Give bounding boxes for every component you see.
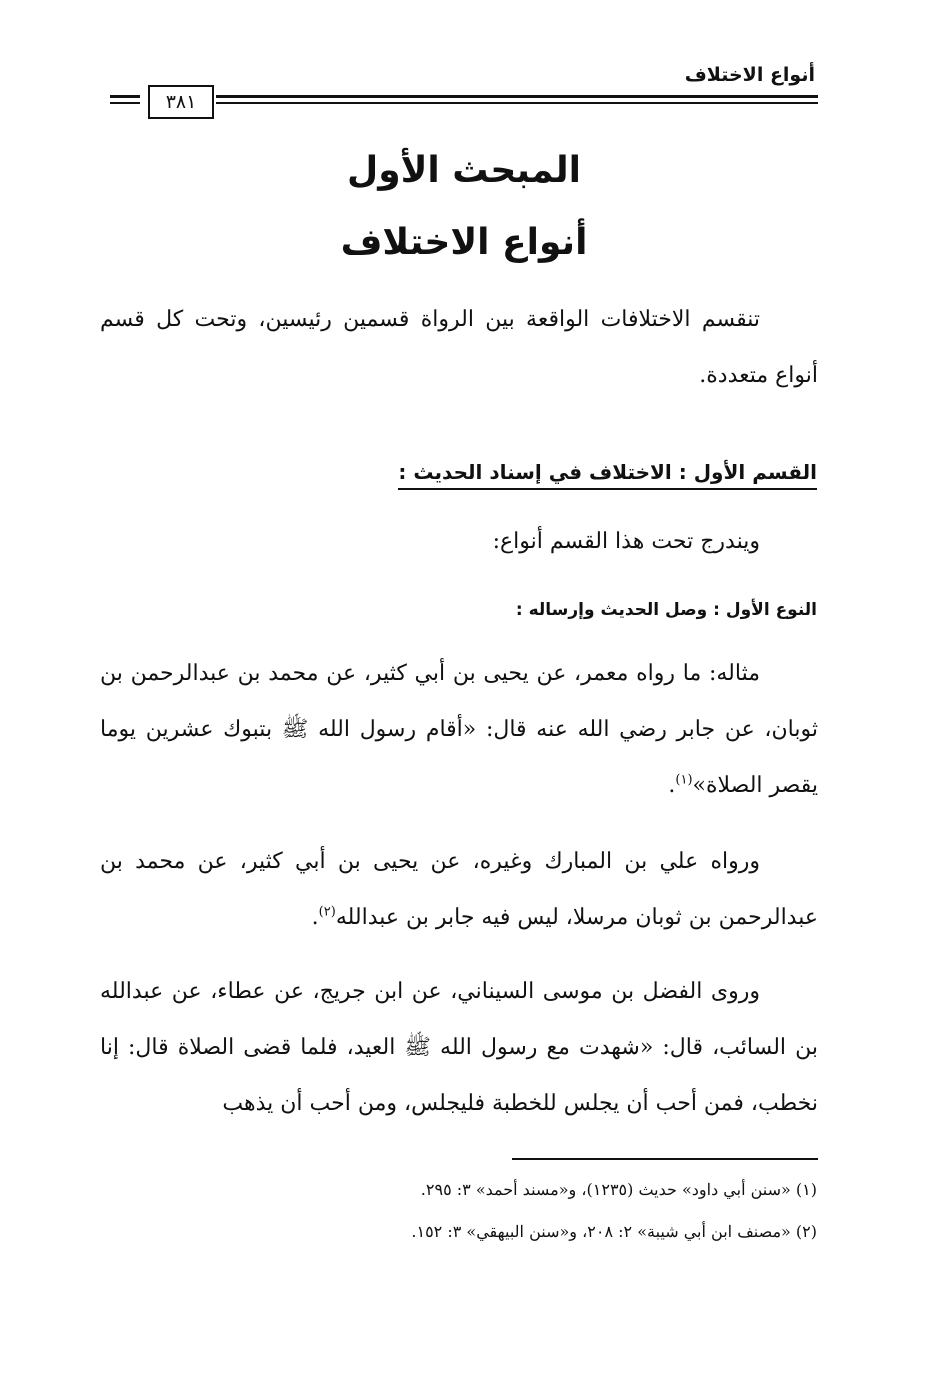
footnote-ref-2: (٢): [318, 904, 336, 920]
second-text: ورواه علي بن المبارك وغيره، عن يحيى بن أبي كثير، عن محمد بن عبدالرحمن بن ثوبان مرسلا، ليس فيه جابر بن عبدالله: [100, 849, 818, 930]
part-one-heading: القسم الأول : الاختلاف في إسناد الحديث :: [398, 460, 817, 490]
footnote-2: (٢) «مصنف ابن أبي شيبة» ٢: ٢٠٨، و«سنن البيهقي» ٣: ١٥٢.: [411, 1222, 817, 1241]
part-one-lead: ويندرج تحت هذا القسم أنواع:: [492, 529, 760, 554]
third-paragraph: وروى الفضل بن موسى السيناني، عن ابن جريج، عن عطاء، عن عبدالله بن السائب، قال: «شهدت مع رسول الله ﷺ العيد، فلما قضى الصلاة قال: إنا نخطب، فمن أحب أن يجلس للخطبة فليجلس، ومن أحب أن يذهب: [100, 979, 818, 1116]
page-number: ٣٨١: [148, 85, 214, 119]
second-paragraph: ورواه علي بن المبارك وغيره، عن يحيى بن أبي كثير، عن محمد بن عبدالرحمن بن ثوبان مرسلا، ليس فيه جابر بن عبدالله$^{(٢)}$.: [100, 849, 818, 930]
example-text: مثاله: ما رواه معمر، عن يحيى بن أبي كثير، عن محمد بن عبدالرحمن بن ثوبان، عن جابر رضي الله عنه قال: «أقام رسول الله ﷺ بتبوك عشرين يوما يقصر الصلاة»: [100, 661, 818, 798]
example-paragraph: مثاله: ما رواه معمر، عن يحيى بن أبي كثير، عن محمد بن عبدالرحمن بن ثوبان، عن جابر رضي الله عنه قال: «أقام رسول الله ﷺ بتبوك عشرين يوما يقصر الصلاة»$^{(١)}$.: [100, 661, 818, 798]
footnote-1: (١) «سنن أبي داود» حديث (١٢٣٥)، و«مسند أحمد» ٣: ٢٩٥.: [420, 1180, 817, 1199]
footnote-ref-1: (١): [675, 772, 693, 788]
footnote-divider: [512, 1158, 818, 1160]
header-rule: [110, 92, 818, 114]
chapter-title: أنواع الاختلاف: [340, 222, 588, 263]
section-title: المبحث الأول: [346, 150, 582, 191]
intro-paragraph: تنقسم الاختلافات الواقعة بين الرواة قسمين رئيسين، وتحت كل قسم أنواع متعددة.: [100, 307, 818, 388]
running-title: أنواع الاختلاف: [684, 64, 815, 86]
type-one-heading: النوع الأول : وصل الحديث وإرساله :: [515, 600, 817, 620]
